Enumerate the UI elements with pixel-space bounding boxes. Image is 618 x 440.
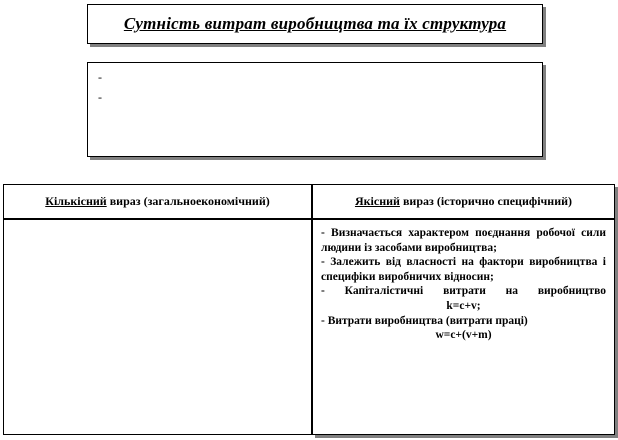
header-quantitative-text: вираз (загальноекономічний) bbox=[106, 194, 270, 208]
formula-production-costs: w=c+(v+m) bbox=[435, 329, 492, 342]
qualitative-column bbox=[312, 219, 615, 435]
header-qualitative-text: вираз (історично специфічний) bbox=[399, 194, 573, 208]
qualitative-item: - Капіталістичні витрати на виробництво bbox=[321, 285, 606, 298]
list-item: - bbox=[98, 70, 102, 84]
qualitative-item: - Визначається характером поєднання робочої сили людини із засобами виробництва; bbox=[321, 227, 606, 254]
dash-list-box bbox=[87, 62, 543, 157]
header-quantitative-keyword: Кількісний bbox=[45, 194, 107, 208]
qualitative-item: - Залежить від власності на фактори виробництва і специфіки виробничих відносин; bbox=[321, 256, 606, 283]
qualitative-item: - Витрати виробництва (витрати праці) bbox=[321, 314, 528, 327]
header-quantitative bbox=[3, 184, 312, 219]
page-title: Сутність витрат виробництва та їх структура bbox=[123, 14, 507, 33]
list-item: - bbox=[98, 90, 102, 104]
title-box bbox=[87, 4, 543, 44]
header-qualitative bbox=[312, 184, 615, 219]
formula-capitalist-costs: k=c+v; bbox=[446, 299, 481, 312]
quantitative-column bbox=[3, 219, 312, 435]
header-qualitative-keyword: Якісний bbox=[354, 194, 400, 208]
